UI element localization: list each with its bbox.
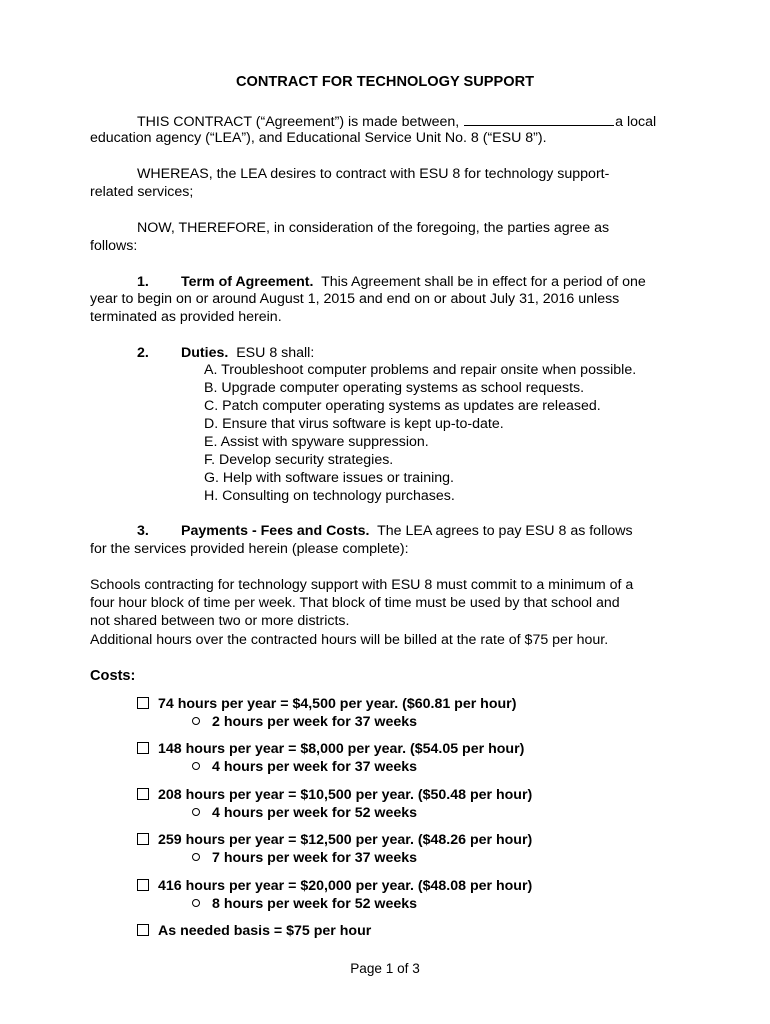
section-1-line-1 xyxy=(181,273,646,291)
cost-option-detail-text: 8 hours per week for 52 weeks xyxy=(212,896,418,912)
cost-option-74-hours[interactable] xyxy=(137,695,516,713)
section-3-text: The LEA agrees to pay ESU 8 as follows xyxy=(377,523,633,539)
cost-option-detail-text: 4 hours per week for 37 weeks xyxy=(212,759,418,775)
page-number: Page 1 of 3 xyxy=(350,961,420,976)
circle-bullet-icon xyxy=(192,899,200,907)
intro-line-1 xyxy=(137,111,656,131)
duty-item: D. Ensure that virus software is kept up-to-date. xyxy=(204,416,504,432)
costs-heading: Costs: xyxy=(90,668,136,684)
duty-item: F. Develop security strategies. xyxy=(204,452,394,468)
party-name-blank[interactable] xyxy=(464,111,614,126)
cost-option-detail xyxy=(192,849,417,867)
duty-item: E. Assist with spyware suppression. xyxy=(204,434,429,450)
section-1-line-3: terminated as provided herein. xyxy=(90,309,282,325)
checkbox-icon[interactable] xyxy=(137,879,149,891)
cost-option-as-needed[interactable] xyxy=(137,922,371,940)
circle-bullet-icon xyxy=(192,853,200,861)
cost-option-detail xyxy=(192,804,417,822)
duty-item: G. Help with software issues or training. xyxy=(204,470,454,486)
checkbox-icon[interactable] xyxy=(137,697,149,709)
cost-option-detail xyxy=(192,713,417,731)
cost-option-detail-text: 7 hours per week for 37 weeks xyxy=(212,850,418,866)
cost-option-label: 416 hours per year = $20,000 per year. ($48.08 per hour) xyxy=(158,878,533,894)
intro-text-after-blank: a local xyxy=(615,114,657,130)
section-3-line-2: for the services provided herein (please complete): xyxy=(90,541,409,557)
section-1-text: This Agreement shall be in effect for a period of one xyxy=(321,274,646,290)
schools-line-3: not shared between two or more districts. xyxy=(90,613,350,629)
circle-bullet-icon xyxy=(192,762,200,770)
cost-option-208-hours[interactable] xyxy=(137,786,532,804)
section-2-number: 2. xyxy=(137,345,149,361)
cost-option-detail xyxy=(192,758,417,776)
intro-line-2: education agency (“LEA”), and Educational Service Unit No. 8 (“ESU 8”). xyxy=(90,130,547,146)
cost-option-label: 208 hours per year = $10,500 per year. ($50.48 per hour) xyxy=(158,787,533,803)
cost-option-416-hours[interactable] xyxy=(137,877,532,895)
checkbox-icon[interactable] xyxy=(137,788,149,800)
section-3-heading: Payments - Fees and Costs. xyxy=(181,523,370,539)
duty-item: A. Troubleshoot computer problems and repair onsite when possible. xyxy=(204,362,637,378)
schools-line-1: Schools contracting for technology support with ESU 8 must commit to a minimum of a xyxy=(90,577,634,593)
cost-option-label: 259 hours per year = $12,500 per year. ($48.26 per hour) xyxy=(158,832,533,848)
now-therefore-line-2: follows: xyxy=(90,238,138,254)
section-3-number: 3. xyxy=(137,523,149,539)
circle-bullet-icon xyxy=(192,808,200,816)
circle-bullet-icon xyxy=(192,717,200,725)
intro-text-before-blank: THIS CONTRACT (“Agreement”) is made between, xyxy=(137,114,460,130)
section-1-line-2: year to begin on or around August 1, 2015 and end on or about July 31, 2016 unless xyxy=(90,291,620,307)
cost-option-label: 74 hours per year = $4,500 per year. ($60.81 per hour) xyxy=(158,696,517,712)
checkbox-icon[interactable] xyxy=(137,833,149,845)
cost-option-148-hours[interactable] xyxy=(137,740,524,758)
duty-item: C. Patch computer operating systems as updates are released. xyxy=(204,398,601,414)
document-title: CONTRACT FOR TECHNOLOGY SUPPORT xyxy=(235,74,535,90)
section-2-heading: Duties. xyxy=(181,345,229,361)
now-therefore-line-1: NOW, THEREFORE, in consideration of the foregoing, the parties agree as xyxy=(137,220,610,236)
checkbox-icon[interactable] xyxy=(137,924,149,936)
section-3-line-1 xyxy=(181,522,633,540)
section-2-text: ESU 8 shall: xyxy=(236,345,315,361)
cost-option-259-hours[interactable] xyxy=(137,831,532,849)
schools-line-2: four hour block of time per week. That block of time must be used by that school and xyxy=(90,595,620,611)
duty-item: H. Consulting on technology purchases. xyxy=(204,488,455,504)
cost-option-label: As needed basis = $75 per hour xyxy=(158,923,372,939)
whereas-line-1: WHEREAS, the LEA desires to contract with ESU 8 for technology support- xyxy=(137,166,610,182)
section-1-heading: Term of Agreement. xyxy=(181,274,314,290)
cost-option-detail-text: 4 hours per week for 52 weeks xyxy=(212,805,418,821)
cost-option-detail-text: 2 hours per week for 37 weeks xyxy=(212,714,418,730)
section-1-number: 1. xyxy=(137,274,149,290)
duty-item: B. Upgrade computer operating systems as school requests. xyxy=(204,380,585,396)
cost-option-label: 148 hours per year = $8,000 per year. ($54.05 per hour) xyxy=(158,741,525,757)
section-2-line xyxy=(181,344,314,362)
cost-option-detail xyxy=(192,895,417,913)
schools-line-4: Additional hours over the contracted hours will be billed at the rate of $75 per hour. xyxy=(90,632,609,648)
whereas-line-2: related services; xyxy=(90,184,194,200)
checkbox-icon[interactable] xyxy=(137,742,149,754)
